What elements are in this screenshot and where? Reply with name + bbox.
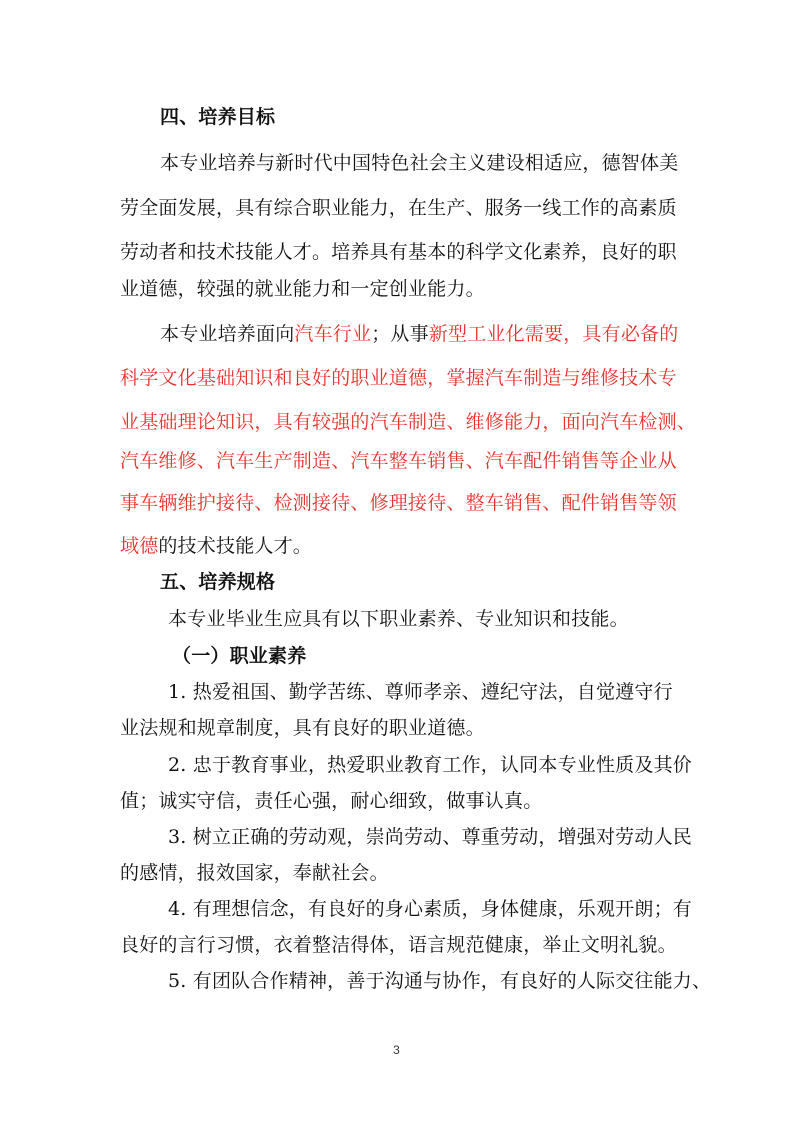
highlight-span: 汽车行业: [294, 323, 372, 345]
list-item-line: 值；诚实守信，责任心强，耐心细致，做事认真。: [120, 790, 543, 812]
list-item-line: 3. 树立正确的劳动观，崇尚劳动、尊重劳动，增强对劳动人民: [168, 826, 692, 848]
list-item-line: 4. 有理想信念，有良好的身心素质，身体健康，乐观开朗；有: [168, 898, 692, 920]
subsection-heading: （一）职业素养: [172, 645, 307, 667]
section-heading-4: 四、培养目标: [160, 106, 276, 128]
paragraph-line-highlight: 业基础理论知识，具有较强的汽车制造、维修能力，面向汽车检测、: [120, 411, 697, 433]
paragraph-line: 业道德，较强的就业能力和一定创业能力。: [120, 278, 485, 300]
paragraph-line: [160, 323, 678, 345]
paragraph-line: [120, 535, 312, 557]
paragraph-line-highlight: 科学文化基础知识和良好的职业道德，掌握汽车制造与维修技术专: [120, 367, 677, 389]
text-span: 本专业培养面向: [160, 323, 295, 345]
paragraph-line: 劳动者和技术技能人才。培养具有基本的科学文化素养，良好的职: [120, 241, 677, 263]
list-item-line: 5. 有团队合作精神，善于沟通与协作，有良好的人际交往能力、: [168, 970, 712, 992]
list-item-line: 的感情，报效国家，奉献社会。: [120, 862, 389, 884]
list-item-line: 良好的言行习惯，衣着整洁得体，语言规范健康，举止文明礼貌。: [120, 934, 677, 956]
paragraph-line: 劳全面发展，具有综合职业能力，在生产、服务一线工作的高素质: [120, 197, 677, 219]
list-item-line: 1. 热爱祖国、勤学苦练、尊师孝亲、遵纪守法，自觉遵守行: [168, 681, 673, 703]
paragraph-line-highlight: 汽车维修、汽车生产制造、汽车整车销售、汽车配件销售等企业从: [120, 450, 677, 472]
text-span: ；从事: [371, 323, 429, 345]
section-heading-5: 五、培养规格: [160, 571, 276, 593]
intro-line: 本专业毕业生应具有以下职业素养、专业知识和技能。: [168, 608, 629, 630]
list-item-line: 业法规和规章制度，具有良好的职业道德。: [120, 717, 485, 739]
paragraph-line: 本专业培养与新时代中国特色社会主义建设相适应，德智体美: [160, 152, 679, 174]
list-item-line: 2. 忠于教育事业，热爱职业教育工作，认同本专业性质及其价: [168, 754, 692, 776]
paragraph-line-highlight: 事车辆维护接待、检测接待、修理接待、整车销售、配件销售等领: [120, 492, 677, 514]
highlight-span: 域德: [120, 535, 159, 557]
page-number: 3: [393, 1043, 400, 1057]
highlight-span: 新型工业化需要，具有必备的: [428, 323, 679, 345]
text-span: 的技术技能人才。: [158, 535, 313, 557]
